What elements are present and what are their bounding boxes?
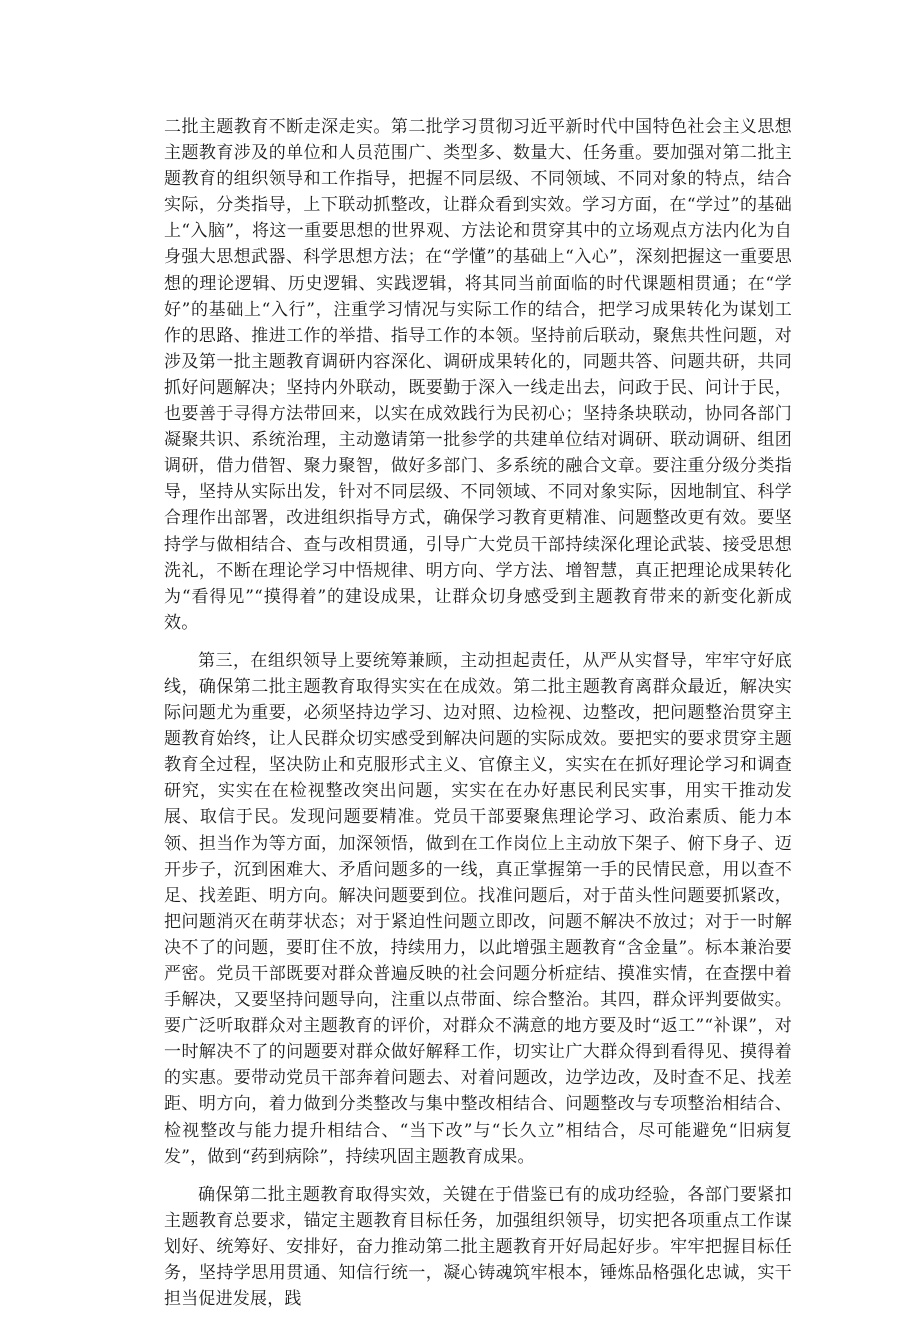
paragraph-2: 第三，在组织领导上要统筹兼顾，主动担起责任，从严从实督导，牢牢守好底线，确保第二批主题教育取得实实在在成效。第二批主题教育离群众最近，解决实际问题尤为重要，必须坚持边学习、边对照、边检视、边整改，把问题整治贯穿主题教育始终，让人民群众切实感受到解决问题的实际成效。要把实的要求贯穿主题教育全过程，坚决防止和克服形式主义、官僚主义，实实在在抓好理论学习和调查研究，实实在在检视整改突出问题，实实在在办好惠民利民实事，用实干推动发展、取信于民。发现问题要精准。党员干部要聚焦理论学习、政治素质、能力本领、担当作为等方面，加深领悟，做到在工作岗位上主动放下架子、俯下身子、迈开步子，沉到困难大、矛盾问题多的一线，真正掌握第一手的民情民意，用以查不足、找差距、明方向。解决问题要到位。找准问题后，对于苗头性问题要抓紧改，把问题消灭在萌芽状态；对于紧迫性问题立即改，问题不解决不放过；对于一时解决不了的问题，要盯住不放，持续用力，以此增强主题教育“含金量”。标本兼治要严密。党员干部既要对群众普遍反映的社会问题分析症结、摸准实情，在查摆中着手解决，又要坚持问题导向，注重以点带面、综合整治。其四，群众评判要做实。要广泛听取群众对主题教育的评价，对群众不满意的地方要及时“返工”“补课”，对一时解决不了的问题要对群众做好解释工作，切实让广大群众得到看得见、摸得着的实惠。要带动党员干部奔着问题去、对着问题改，边学边改，及时查不足、找差距、明方向，着力做到分类整改与集中整改相结合、问题整改与专项整治相结合、检视整改与能力提升相结合、“当下改”与“长久立”相结合，尽可能避免“旧病复发”，做到“药到病除”，持续巩固主题教育成果。 (164, 650, 792, 1167)
paragraph-1: 二批主题教育不断走深走实。第二批学习贯彻习近平新时代中国特色社会主义思想主题教育涉及的单位和人员范围广、类型多、数量大、任务重。要加强对第二批主题教育的组织领导和工作指导，把握不同层级、不同领域、不同对象的特点，结合实际，分类指导，上下联动抓整改，让群众看到实效。学习方面，在“学过”的基础上“入脑”，将这一重要思想的世界观、方法论和贯穿其中的立场观点方法内化为自身强大思想武器、科学思想方法；在“学懂”的基础上“入心”，深刻把握这一重要思想的理论逻辑、历史逻辑、实践逻辑，将其同当前面临的时代课题相贯通；在“学好”的基础上“入行”，注重学习情况与实际工作的结合，把学习成果转化为谋划工作的思路、推进工作的举措、指导工作的本领。坚持前后联动，聚焦共性问题，对涉及第一批主题教育调研内容深化、调研成果转化的，同题共答、问题共研，共同抓好问题解决；坚持内外联动，既要勤于深入一线走出去，问政于民、问计于民，也要善于寻得方法带回来，以实在成效践行为民初心；坚持条块联动，协同各部门凝聚共识、系统治理，主动邀请第一批参学的共建单位结对调研、联动调研、组团调研，借力借智、聚力聚智，做好多部门、多系统的融合文章。要注重分级分类指导，坚持从实际出发，针对不同层级、不同领域、不同对象实际，因地制宜、科学合理作出部署，改进组织指导方式，确保学习教育更精准、问题整改更有效。要坚持学与做相结合、查与改相贯通，引导广大党员干部持续深化理论武装、接受思想洗礼，不断在理论学习中悟规律、明方向、学方法、增智慧，真正把理论成果转化为“看得见”“摸得着”的建设成果，让群众切身感受到主题教育带来的新变化新成效。 (164, 117, 792, 633)
document-page (164, 114, 792, 1324)
paragraph-3: 确保第二批主题教育取得实效，关键在于借鉴已有的成功经验，各部门要紧扣主题教育总要求，锚定主题教育目标任务，加强组织领导，切实把各项重点工作谋划好、统筹好、安排好，奋力推动第二批主题教育开好局起好步。牢牢把握目标任务，坚持学思用贯通、知信行统一，凝心铸魂筑牢根本，锤炼品格强化忠诚，实干担当促进发展，践 (164, 1184, 792, 1310)
